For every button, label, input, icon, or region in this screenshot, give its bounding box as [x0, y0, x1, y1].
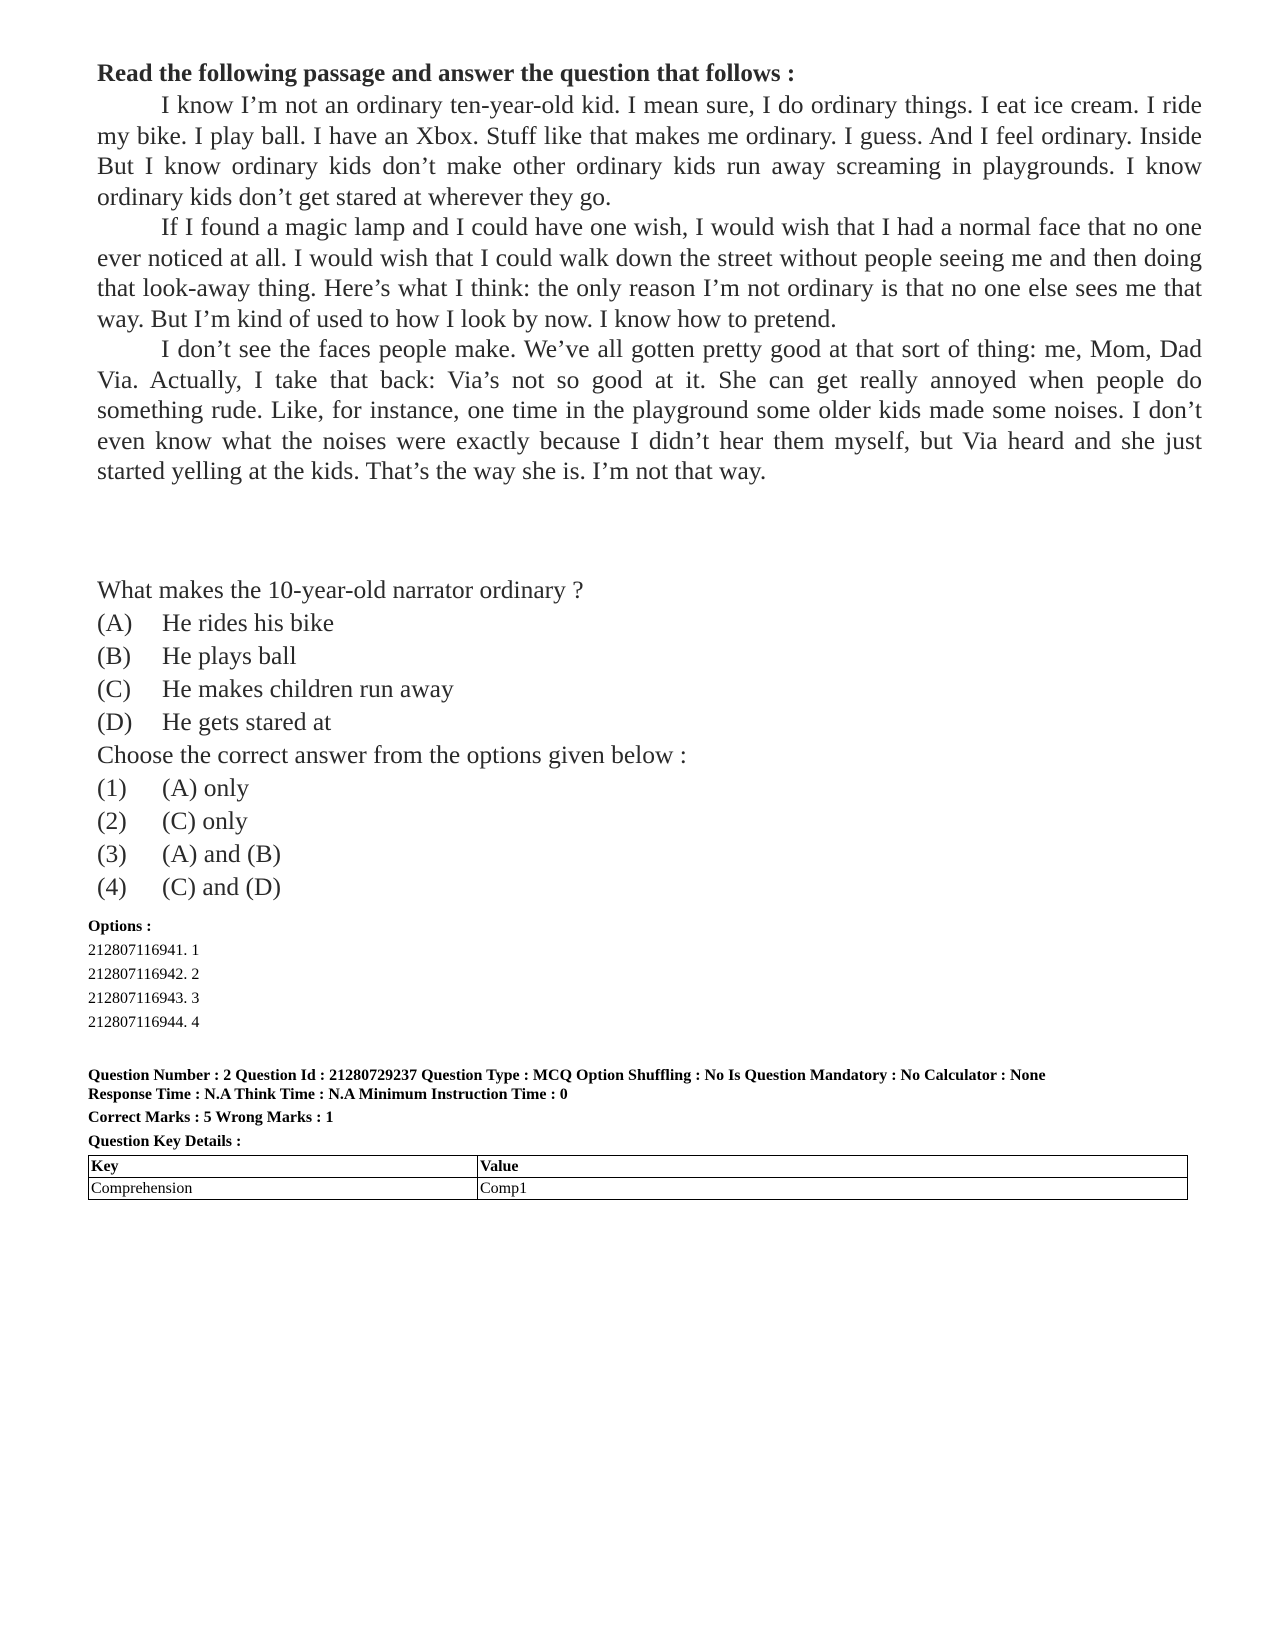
answer-row	[97, 771, 1202, 804]
question-info-line: Response Time : N.A Think Time : N.A Minimum Instruction Time : 0	[88, 1086, 568, 1103]
statement-label: (A)	[97, 608, 133, 637]
question-block	[97, 573, 1202, 903]
table-cell: Comprehension	[89, 1178, 478, 1200]
question-info-line: Question Number : 2 Question Id : 21280729237 Question Type : MCQ Option Shuffling : No Is Question Mandatory : No Calculator : None	[88, 1067, 1046, 1084]
statement-row	[97, 639, 1202, 672]
statement-label: (C)	[97, 674, 131, 703]
statement-label: (B)	[97, 641, 131, 670]
statement-text: He makes children run away	[162, 674, 454, 703]
options-heading: Options :	[88, 918, 152, 935]
statement-row	[97, 672, 1202, 705]
key-details-table	[88, 1155, 1188, 1200]
key-details-heading: Question Key Details :	[88, 1133, 242, 1150]
answer-row	[97, 870, 1202, 903]
statement-text: He gets stared at	[162, 707, 332, 736]
statement-text: He plays ball	[162, 641, 297, 670]
answer-label: (2)	[97, 806, 127, 835]
options-list	[88, 915, 1198, 1035]
table-cell: Comp1	[478, 1178, 1188, 1200]
choose-instruction: Choose the correct answer from the options given below :	[97, 740, 687, 769]
option-id: 212807116943. 3	[88, 990, 200, 1007]
statement-row	[97, 705, 1202, 738]
table-header-row	[89, 1156, 1188, 1178]
question-text: What makes the 10-year-old narrator ordinary ?	[97, 575, 584, 604]
passage-paragraph: I don’t see the faces people make. We’ve all gotten pretty good at that sort of thing: me, Mom, Dad Via. Actually, I take that back: Via’s not so good at it. She can get really annoyed when people do something rude. Like, for instance, one time in the playground some older kids made some noises. I don’t even know what the noises were exactly because I didn’t hear them myself, but Via heard and she just started yelling at the kids. That’s the way she is. I’m not that way.	[97, 334, 1202, 485]
question-info	[88, 1066, 1198, 1104]
statement-row	[97, 606, 1202, 639]
answer-row	[97, 837, 1202, 870]
marks-line: Correct Marks : 5 Wrong Marks : 1	[88, 1109, 334, 1126]
passage-instruction: Read the following passage and answer the question that follows :	[97, 60, 796, 87]
answer-row	[97, 804, 1202, 837]
option-id: 212807116942. 2	[88, 966, 200, 983]
table-row	[89, 1178, 1188, 1200]
answer-text: (A) only	[162, 773, 250, 802]
passage-block	[97, 58, 1202, 487]
passage-paragraph: I know I’m not an ordinary ten-year-old kid. I mean sure, I do ordinary things. I eat ice cream. I ride my bike. I play ball. I have an Xbox. Stuff like that makes me ordinary. I guess. And I feel ordinary. Inside But I know ordinary kids don’t make other ordinary kids run away screaming in playgrounds. I know ordinary kids don’t get stared at wherever they go.	[97, 90, 1202, 211]
table-header-cell: Value	[478, 1156, 1188, 1178]
answer-text: (A) and (B)	[162, 839, 281, 868]
answer-label: (3)	[97, 839, 127, 868]
statement-text: He rides his bike	[162, 608, 335, 637]
option-id: 212807116941. 1	[88, 942, 200, 959]
table-header-cell: Key	[89, 1156, 478, 1178]
passage-paragraph: If I found a magic lamp and I could have one wish, I would wish that I had a normal face that no one ever noticed at all. I would wish that I could walk down the street without people seeing me and then doing that look-away thing. Here’s what I think: the only reason I’m not ordinary is that no one else sees me that way. But I’m kind of used to how I look by now. I know how to pretend.	[97, 212, 1202, 333]
option-id: 212807116944. 4	[88, 1014, 200, 1031]
answer-label: (1)	[97, 773, 127, 802]
answer-text: (C) only	[162, 806, 248, 835]
answer-label: (4)	[97, 872, 127, 901]
statement-label: (D)	[97, 707, 133, 736]
answer-text: (C) and (D)	[162, 872, 281, 901]
